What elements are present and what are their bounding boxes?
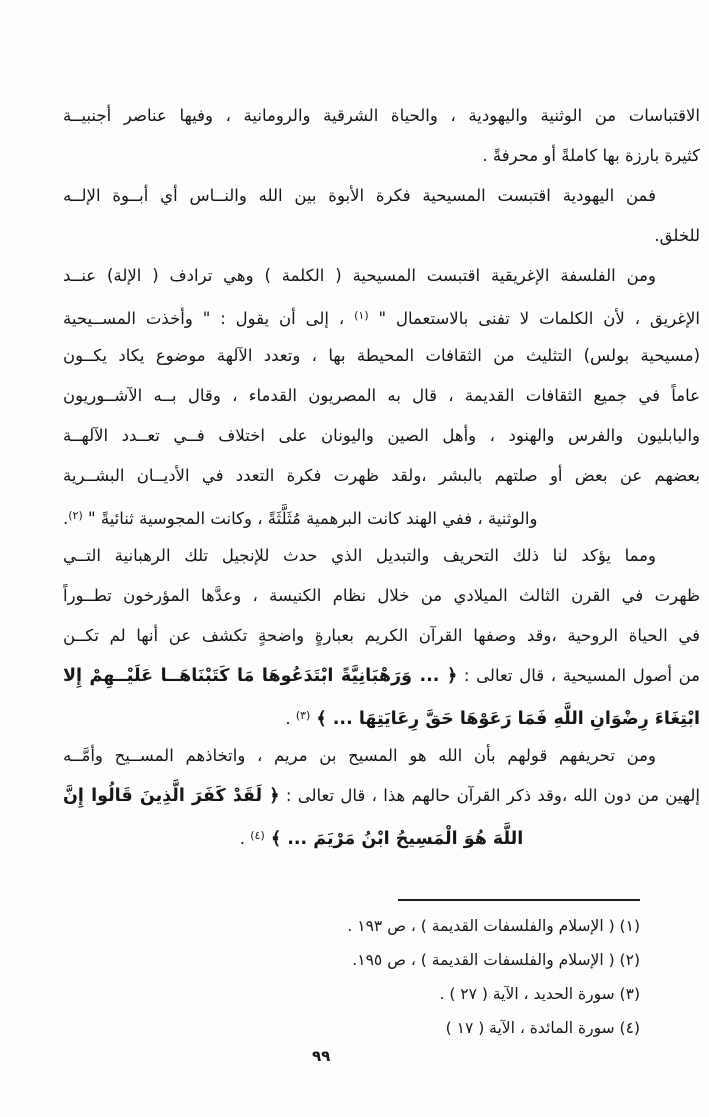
text-line	[63, 696, 700, 736]
footnote-marker: (١)	[354, 309, 369, 322]
page-number: ٩٩	[312, 1047, 331, 1065]
text-segment: .	[239, 829, 251, 848]
text-segment: للخلق.	[654, 226, 700, 245]
text-segment: بعضهم عن بعض أو صلتهم بالبشر ،ولقد ظهرت فكرة التعدد في الأديــان البشــرية	[63, 466, 700, 485]
text-line	[63, 536, 700, 576]
text-segment: من أصول المسيحية ، قال تعالى :	[457, 666, 700, 685]
footnote-marker: (٣)	[295, 709, 311, 722]
text-segment: ومن تحريفهم قولهم بأن الله هو المسيح بن مريم ، واتخاذهم المســيح وأمَّــه	[63, 746, 656, 765]
text-line	[63, 776, 700, 816]
text-segment: إلهين من دون الله ،وقد ذكر القرآن حالهم هذا ، قال تعالى :	[279, 786, 700, 805]
text-line	[63, 616, 700, 656]
text-line	[63, 96, 700, 136]
text-segment: فمن اليهودية اقتبست المسيحية فكرة الأبوة بين الله والنــاس أي أبــوة الإلــه	[63, 186, 656, 205]
text-line	[63, 736, 700, 776]
text-line	[63, 376, 700, 416]
text-segment: .	[285, 709, 296, 728]
text-line	[63, 456, 700, 496]
text-line	[63, 216, 700, 256]
footnote-marker: (٢)	[68, 509, 83, 522]
text-segment: ومما يؤكد لنا ذلك التحريف والتبديل الذي حدث للإنجيل تلك الرهبانية التــي	[63, 546, 656, 565]
text-segment: والبابليون والفرس والهنود ، وأهل الصين واليونان على اختلاف فــي تعــدد الآلهــة	[63, 426, 700, 445]
text-segment: والوثنية ، ففي الهند كانت البرهمية مُثَلَّثَةً ، وكانت المجوسية ثنائيةً "	[82, 509, 538, 528]
text-segment: (مسيحية بولس) التثليث من الثقافات المحيطة بها ، وتعدد الآلهة موضوع يكاد يكــون	[63, 346, 700, 365]
text-segment: في الحياة الروحية ،وقد وصفها القرآن الكريم بعبارةٍ واضحةٍ تكشف عن أنها لم تكــن	[63, 626, 700, 645]
text-line	[63, 656, 700, 696]
footnotes	[300, 909, 640, 1045]
text-segment: الإغريق ، لأن الكلمات لا تفنى بالاستعمال "	[368, 309, 700, 328]
quran-verse-segment: ﴿ لَقَدْ كَفَرَ الَّذِينَ قَالُوا إِنَّ	[63, 786, 280, 806]
text-segment: ومن الفلسفة الإغريقية اقتبست المسيحية ( الكلمة ) وهي ترادف ( الإلة) عنــد	[63, 266, 656, 285]
quran-verse-segment: ابْتِغَاءَ رِضْوَانِ اللَّهِ فَمَا رَعَوْهَا حَقَّ رِعَايَتِهَا ... ﴾	[310, 709, 700, 729]
body-text	[63, 96, 700, 856]
quran-verse-segment: ﴿ ... وَرَهْبَانِيَّةً ابْتَدَعُوهَا مَا كَتَبْنَاهَــا عَلَيْــهِمْ إِلا	[63, 666, 458, 686]
text-line	[63, 256, 700, 296]
footnote-item: (٤) سورة المائدة ، الآية ( ١٧ )	[445, 1019, 640, 1037]
footnote-item: (٢) ( الإسلام والفلسفات القديمة ) ، ص ١٩٥.	[352, 951, 640, 969]
text-line	[63, 816, 700, 856]
text-segment: عاماً في جميع الثقافات القديمة ، قال به المصريون القدماء ، وقال بــه الآشــوريون	[63, 386, 700, 405]
text-line	[63, 496, 700, 536]
footnote-item: (٣) سورة الحديد ، الآية ( ٢٧ ) .	[439, 985, 640, 1003]
text-segment: ظهرت في القرن الثالث الميلادي من خلال نظام الكنيسة ، وعدَّها المؤرخون تطــوراً	[63, 586, 700, 605]
quran-verse-segment: اللَّهَ هُوَ الْمَسِيحُ ابْنُ مَرْيَمَ ... ﴾	[264, 829, 524, 849]
text-line	[63, 416, 700, 456]
text-segment: .	[63, 509, 69, 528]
text-line	[63, 136, 700, 176]
text-segment: ، إلى أن يقول : " وأخذت المســيحية	[63, 309, 355, 328]
text-line	[63, 336, 700, 376]
footnote-marker: (٤)	[250, 829, 265, 842]
text-line	[63, 296, 700, 336]
text-line	[63, 576, 700, 616]
footnote-item: (١) ( الإسلام والفلسفات القديمة ) ، ص ١٩٣ .	[347, 917, 640, 935]
text-line	[63, 176, 700, 216]
text-segment: الاقتباسات من الوثنية واليهودية ، والحياة الشرقية والرومانية ، وفيها عناصر أجنبيــة	[63, 106, 700, 125]
footnote-separator	[398, 899, 640, 901]
text-segment: كثيرة بارزة بها كاملةً أو محرفةً .	[482, 146, 700, 165]
